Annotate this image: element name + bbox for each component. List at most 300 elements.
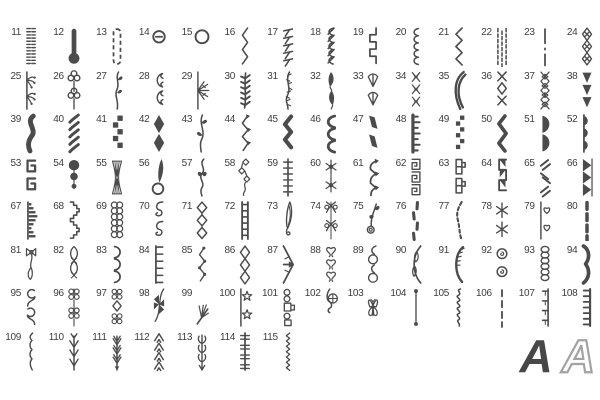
ring-icon: [193, 26, 211, 67]
arrow-curves-icon: [364, 157, 382, 198]
stitch-number: 104: [390, 288, 407, 299]
star-asterisks-icon: [493, 200, 511, 241]
tight-zigzag-icon: [279, 331, 297, 372]
flower-diamond-icon: [108, 287, 126, 328]
stitch-cell: [387, 70, 429, 113]
block-tabs-icon: [450, 157, 468, 198]
stitch-number: 58: [224, 157, 235, 169]
stitch-number: 96: [53, 288, 64, 299]
lattice-diamonds-icon: [536, 70, 554, 111]
feather-leaf-icon: [236, 70, 254, 111]
stitch-cell: [558, 70, 600, 113]
petal-arc-icon: [407, 244, 425, 285]
stitch-number: 83: [96, 244, 107, 256]
stitch-number: 110: [48, 331, 64, 343]
star-line-icon: [236, 287, 254, 328]
stitch-number: 67: [10, 201, 21, 212]
stitch-cell: [259, 70, 301, 113]
stitch-number: 74: [310, 201, 321, 212]
stitch-cell: [259, 287, 301, 330]
clover-chain-icon: [65, 70, 83, 111]
stitch-number: 88: [310, 244, 321, 256]
stitch-cell: [516, 113, 558, 156]
stitch-cell: [2, 157, 44, 200]
stitch-cell: [259, 113, 301, 156]
stitch-cell: [558, 244, 600, 287]
eyelet-bar-icon: [150, 26, 168, 67]
bold-angular-wave-icon: [493, 113, 511, 154]
dotted-arc-icon: [450, 200, 468, 241]
stitch-cell: [387, 26, 429, 69]
stitch-cell: [430, 113, 472, 156]
stitch-number: 107: [518, 288, 535, 299]
stitch-cell: [516, 26, 558, 69]
wheat-stem-icon: [193, 331, 211, 372]
dot-zigzag-icon: [193, 244, 211, 285]
stitch-cell: [516, 70, 558, 113]
comb-solid-icon: [407, 113, 425, 154]
stitch-cell: [387, 244, 429, 287]
stitch-number: 15: [181, 27, 193, 38]
stitch-number: 102: [304, 288, 321, 299]
stitch-number: 109: [5, 331, 21, 343]
stitch-cell: [387, 287, 429, 330]
stitch-cell: [88, 113, 130, 156]
stitch-number: 49: [438, 114, 449, 125]
double-pine-icon: [108, 331, 126, 372]
fan-flowers-icon: [364, 70, 382, 111]
stitch-number: 20: [395, 27, 407, 38]
stitch-cell: [473, 26, 515, 69]
spiral-rings-icon: [493, 244, 511, 285]
tick-crescent-icon: [450, 244, 468, 285]
stitch-number: 18: [310, 27, 321, 38]
stitch-number: 57: [181, 157, 193, 169]
stitch-cell: [45, 113, 87, 156]
stitch-cell: [173, 113, 215, 156]
stitch-number: 84: [138, 244, 150, 256]
stitch-cell: [88, 70, 130, 113]
bow-leaf-icon: [22, 244, 40, 285]
graduated-dots-icon: [65, 157, 83, 198]
stitch-cell: [473, 244, 515, 287]
stitch-number: 77: [438, 201, 449, 212]
stitch-number: 89: [352, 244, 364, 256]
leaf-curve-icon: [193, 113, 211, 154]
step-comb-icon: [536, 287, 554, 328]
stitch-cell: [130, 70, 172, 113]
stitch-number: 64: [481, 157, 492, 169]
butterfly-icon: [364, 287, 382, 328]
stitch-number: 62: [395, 157, 407, 169]
stitch-number: 81: [10, 244, 21, 256]
stitch-cell: [45, 26, 87, 69]
stitch-cell: [216, 287, 258, 330]
stitch-cell: [216, 200, 258, 243]
stitch-number: 21: [438, 27, 449, 38]
stitch-number: 43: [181, 114, 193, 125]
stitch-number: 11: [11, 27, 21, 38]
bold-brace-icon: [578, 244, 596, 285]
stitch-number: 29: [181, 70, 193, 82]
stitch-cell: [2, 26, 44, 69]
greek-key-icon: [22, 157, 40, 198]
stitch-number: 25: [10, 70, 21, 82]
stitch-cell: [430, 287, 472, 330]
rose-spiral-icon: [364, 200, 382, 241]
dense-blanket-icon: [578, 287, 596, 328]
stitch-cell: [259, 157, 301, 200]
braid-icon: [322, 26, 340, 67]
stitch-number: 63: [438, 157, 449, 169]
dense-dashes-icon: [22, 26, 40, 67]
curl-squiggle-icon: [450, 287, 468, 328]
ladder-icon: [236, 200, 254, 241]
stitch-cell: [302, 244, 344, 287]
half-snowflake-icon: [193, 70, 211, 111]
stitch-number: 69: [96, 201, 107, 212]
stitch-cell: [2, 200, 44, 243]
stitch-number: 39: [10, 114, 21, 125]
stitch-number: 75: [352, 201, 364, 212]
leaf-ring-icon: [150, 157, 168, 198]
curl-hearts-icon: [322, 244, 340, 285]
stitch-number: 32: [310, 70, 321, 82]
font-style-indicators: [519, 330, 595, 382]
stitch-cell: [302, 26, 344, 69]
stitch-cell: [88, 244, 130, 287]
leaf-vine-icon: [108, 70, 126, 111]
heart-line-icon: [536, 200, 554, 241]
stitch-number: 56: [138, 157, 150, 169]
bar-dots-icon: [407, 287, 425, 328]
flag-wave-icon: [493, 157, 511, 198]
stitch-cell: [45, 244, 87, 287]
stitch-cell: [558, 157, 600, 200]
stitch-cell: [516, 157, 558, 200]
stitch-cell: [173, 200, 215, 243]
tulip-scallop-icon: [150, 70, 168, 111]
solid-chevrons-icon: [578, 157, 596, 198]
bold-wave-icon: [22, 113, 40, 154]
stitch-cell: [473, 287, 515, 330]
stitch-cell: [173, 157, 215, 200]
stitch-number: 22: [481, 27, 492, 38]
checker-zigzag-icon: [450, 113, 468, 154]
stitch-number: 46: [310, 114, 321, 125]
stitch-cell: [88, 287, 130, 330]
stitch-number: 55: [96, 157, 107, 169]
slant-chevrons-icon: [536, 157, 554, 198]
stitch-number: 33: [352, 70, 364, 82]
petal-flowers-icon: [65, 287, 83, 328]
stitch-cell: [430, 70, 472, 113]
solid-triangles-icon: [578, 70, 596, 111]
stitch-cell: [259, 26, 301, 69]
stitch-number: 100: [219, 288, 235, 299]
stitch-number: 80: [566, 201, 578, 212]
stitch-number: 17: [267, 27, 278, 38]
flower-vine-icon: [22, 70, 40, 111]
stitch-cell: [430, 244, 472, 287]
stitch-number: 53: [10, 157, 21, 169]
stitch-cell: [344, 113, 386, 156]
stitch-cell: [216, 244, 258, 287]
stitch-number: 35: [438, 70, 449, 82]
stitch-number: 111: [92, 331, 107, 343]
dash-dot-icon: [536, 26, 554, 67]
grass-spray-icon: [193, 287, 211, 328]
woven-spindle-icon: [108, 157, 126, 198]
stitch-cell: [130, 200, 172, 243]
stitch-number: 108: [561, 288, 578, 299]
bold-dash-line-icon: [578, 200, 596, 241]
bump-line-icon: [578, 113, 596, 154]
stitch-number: 65: [524, 157, 535, 169]
stitch-number: 34: [395, 70, 407, 82]
stitch-cell: [259, 244, 301, 287]
stitch-cell: [430, 200, 472, 243]
stitch-cell: [2, 244, 44, 287]
stitch-cell: [173, 287, 215, 330]
bow-ribbon-icon: [193, 157, 211, 198]
double-crescent-icon: [450, 70, 468, 111]
letter-a-solid: A: [519, 330, 553, 382]
checker-steps-icon: [108, 113, 126, 154]
stitch-number: 12: [53, 27, 64, 38]
stitch-cell: [344, 70, 386, 113]
stitch-number: 36: [481, 70, 492, 82]
stitch-number: 51: [524, 114, 535, 125]
stitch-cell: [130, 113, 172, 156]
stitch-cell: [473, 200, 515, 243]
diamond-squiggle-icon: [236, 157, 254, 198]
stitch-number: 78: [481, 201, 492, 212]
stitch-number: 105: [433, 288, 449, 299]
scallop-curls-icon: [407, 26, 425, 67]
shape-chain-icon: [279, 287, 297, 328]
stitch-cell: [216, 26, 258, 69]
stitch-number: 112: [134, 331, 150, 343]
stitch-cell: [216, 70, 258, 113]
stitch-number: 47: [352, 114, 364, 125]
soft-zigzag-icon: [22, 331, 40, 372]
stitch-number: 37: [524, 70, 535, 82]
stitch-number: 97: [96, 288, 107, 299]
stitch-cell: [173, 26, 215, 69]
stitch-cell: [344, 157, 386, 200]
stitch-cell: [216, 157, 258, 200]
stitch-number: 71: [181, 201, 193, 212]
stitch-cell: [130, 331, 172, 374]
stitch-cell: [45, 200, 87, 243]
stitch-number: 68: [53, 201, 64, 212]
x-diamond-icon: [493, 70, 511, 111]
stitch-cell: [344, 26, 386, 69]
stitch-number: 91: [438, 244, 449, 256]
stitch-number: 115: [262, 331, 278, 343]
stitch-number: 95: [10, 288, 21, 299]
pinwheel-icon: [150, 287, 168, 328]
stitch-number: 72: [224, 201, 235, 212]
accent-zigzag-icon: [236, 113, 254, 154]
slant-bars-icon: [279, 26, 297, 67]
stitch-cell: [387, 113, 429, 156]
hook-curls-icon: [22, 287, 40, 328]
stitch-number: 26: [53, 70, 64, 82]
stitch-number: 14: [138, 27, 150, 38]
open-scallops-icon: [108, 244, 126, 285]
stitch-number: 94: [566, 244, 578, 256]
bold-zigzag-icon: [279, 113, 297, 154]
stitch-number: 48: [395, 114, 407, 125]
snowflake-chain-icon: [322, 157, 340, 198]
stitch-cell: [430, 26, 472, 69]
dashed-capsule-icon: [108, 26, 126, 67]
stitch-number: 16: [224, 27, 235, 38]
solid-diamonds-icon: [150, 113, 168, 154]
stitch-number: 42: [138, 114, 150, 125]
offset-dashes-icon: [407, 200, 425, 241]
stitch-cell: [2, 331, 44, 374]
stitch-number: 101: [262, 288, 278, 299]
fern-curve-icon: [279, 70, 297, 111]
stitch-cell: [88, 26, 130, 69]
stitch-cell: [88, 200, 130, 243]
stitch-cell: [216, 331, 258, 374]
bold-scallops-icon: [322, 113, 340, 154]
half-moons-icon: [536, 113, 554, 154]
stitch-cell: [516, 244, 558, 287]
stitch-cell: [302, 70, 344, 113]
square-wave-icon: [364, 26, 382, 67]
thermometer-icon: [65, 26, 83, 67]
stitch-cell: [130, 26, 172, 69]
stitch-cell: [558, 200, 600, 243]
stitch-number: 99: [181, 288, 193, 299]
leaf-eights-icon: [65, 244, 83, 285]
diamond-outline-chain-icon: [236, 244, 254, 285]
stitch-number: 13: [96, 27, 107, 38]
stitch-cell: [302, 113, 344, 156]
letter-a-outline: A: [561, 330, 595, 382]
stitch-number: 85: [181, 244, 193, 256]
stitch-number: 60: [310, 157, 321, 169]
stitch-number: 92: [481, 244, 492, 256]
stitch-number: 50: [481, 114, 492, 125]
stitch-number: 98: [138, 288, 150, 299]
blanket-stitch-icon: [150, 244, 168, 285]
stitch-number: 90: [395, 244, 407, 256]
stitch-number: 114: [219, 331, 235, 343]
stitch-cell: [558, 287, 600, 330]
honeycomb-icon: [108, 200, 126, 241]
stitch-number: 30: [224, 70, 235, 82]
curl-flower-icon: [322, 200, 340, 241]
stitch-cell: [387, 200, 429, 243]
stitch-cell: [130, 157, 172, 200]
stitch-number: 19: [352, 27, 364, 38]
cross-bar-icon: [279, 157, 297, 198]
stitch-cell: [88, 157, 130, 200]
slash-blocks-icon: [364, 113, 382, 154]
stitch-number: 54: [53, 157, 64, 169]
diamond-x-chain-icon: [578, 26, 596, 67]
stitch-number: 24: [566, 27, 578, 38]
stitch-cell: [344, 244, 386, 287]
needle-loop-icon: [322, 287, 340, 328]
stair-chevron-icon: [65, 200, 83, 241]
stitch-cell: [516, 287, 558, 330]
pine-stem-icon: [65, 331, 83, 372]
stitch-cell: [2, 287, 44, 330]
stitch-cell: [473, 157, 515, 200]
stitch-cell: [45, 287, 87, 330]
stitch-number: 66: [566, 157, 578, 169]
stitch-number: 52: [566, 114, 578, 125]
dashed-bar-icon: [493, 287, 511, 328]
zigzag-open-icon: [236, 26, 254, 67]
maze-blocks-icon: [407, 157, 425, 198]
zigzag-icon: [450, 26, 468, 67]
bar-diamond-icon: [22, 200, 40, 241]
stitch-number: 61: [352, 157, 364, 169]
stitch-number: 40: [53, 114, 64, 125]
stitch-number: 93: [524, 244, 535, 256]
stitch-cell: [2, 70, 44, 113]
stitch-number: 103: [347, 288, 364, 299]
twisted-leaves-icon: [322, 70, 340, 111]
bow-flowers-icon: [407, 70, 425, 111]
stitch-cell: [130, 244, 172, 287]
stitch-cell: [173, 70, 215, 113]
stitch-number: 27: [96, 70, 107, 82]
cross-ties-icon: [236, 331, 254, 372]
stitch-number: 70: [138, 201, 150, 212]
stitch-number: 87: [267, 244, 278, 256]
triple-dashes-icon: [493, 26, 511, 67]
stitch-cell: [558, 26, 600, 69]
circle-scallop-icon: [364, 244, 382, 285]
stitch-number: 45: [267, 114, 278, 125]
stitch-number: 86: [224, 244, 235, 256]
coil-icon: [536, 244, 554, 285]
stitch-number: 41: [96, 114, 107, 125]
stitch-cell: [344, 200, 386, 243]
stitch-cell: [173, 331, 215, 374]
feather-arrow-icon: [279, 244, 297, 285]
stitch-cell: [473, 113, 515, 156]
stitch-cell: [45, 70, 87, 113]
stitch-cell: [88, 331, 130, 374]
stitch-cell: [173, 244, 215, 287]
stitch-number: 23: [524, 27, 535, 38]
stitch-cell: [516, 200, 558, 243]
stitch-cell: [302, 287, 344, 330]
stitch-cell: [130, 287, 172, 330]
stitch-number: 31: [267, 70, 278, 82]
stitch-number: 113: [177, 331, 193, 343]
stitch-cell: [302, 157, 344, 200]
stitch-number: 73: [267, 201, 278, 212]
stitch-cell: [302, 200, 344, 243]
stitch-number: 38: [566, 70, 578, 82]
stitch-number: 76: [395, 201, 407, 212]
stitch-number: 28: [138, 70, 150, 82]
stitch-cell: [430, 157, 472, 200]
scrolls-icon: [150, 200, 168, 241]
chevron-stack-icon: [150, 331, 168, 372]
